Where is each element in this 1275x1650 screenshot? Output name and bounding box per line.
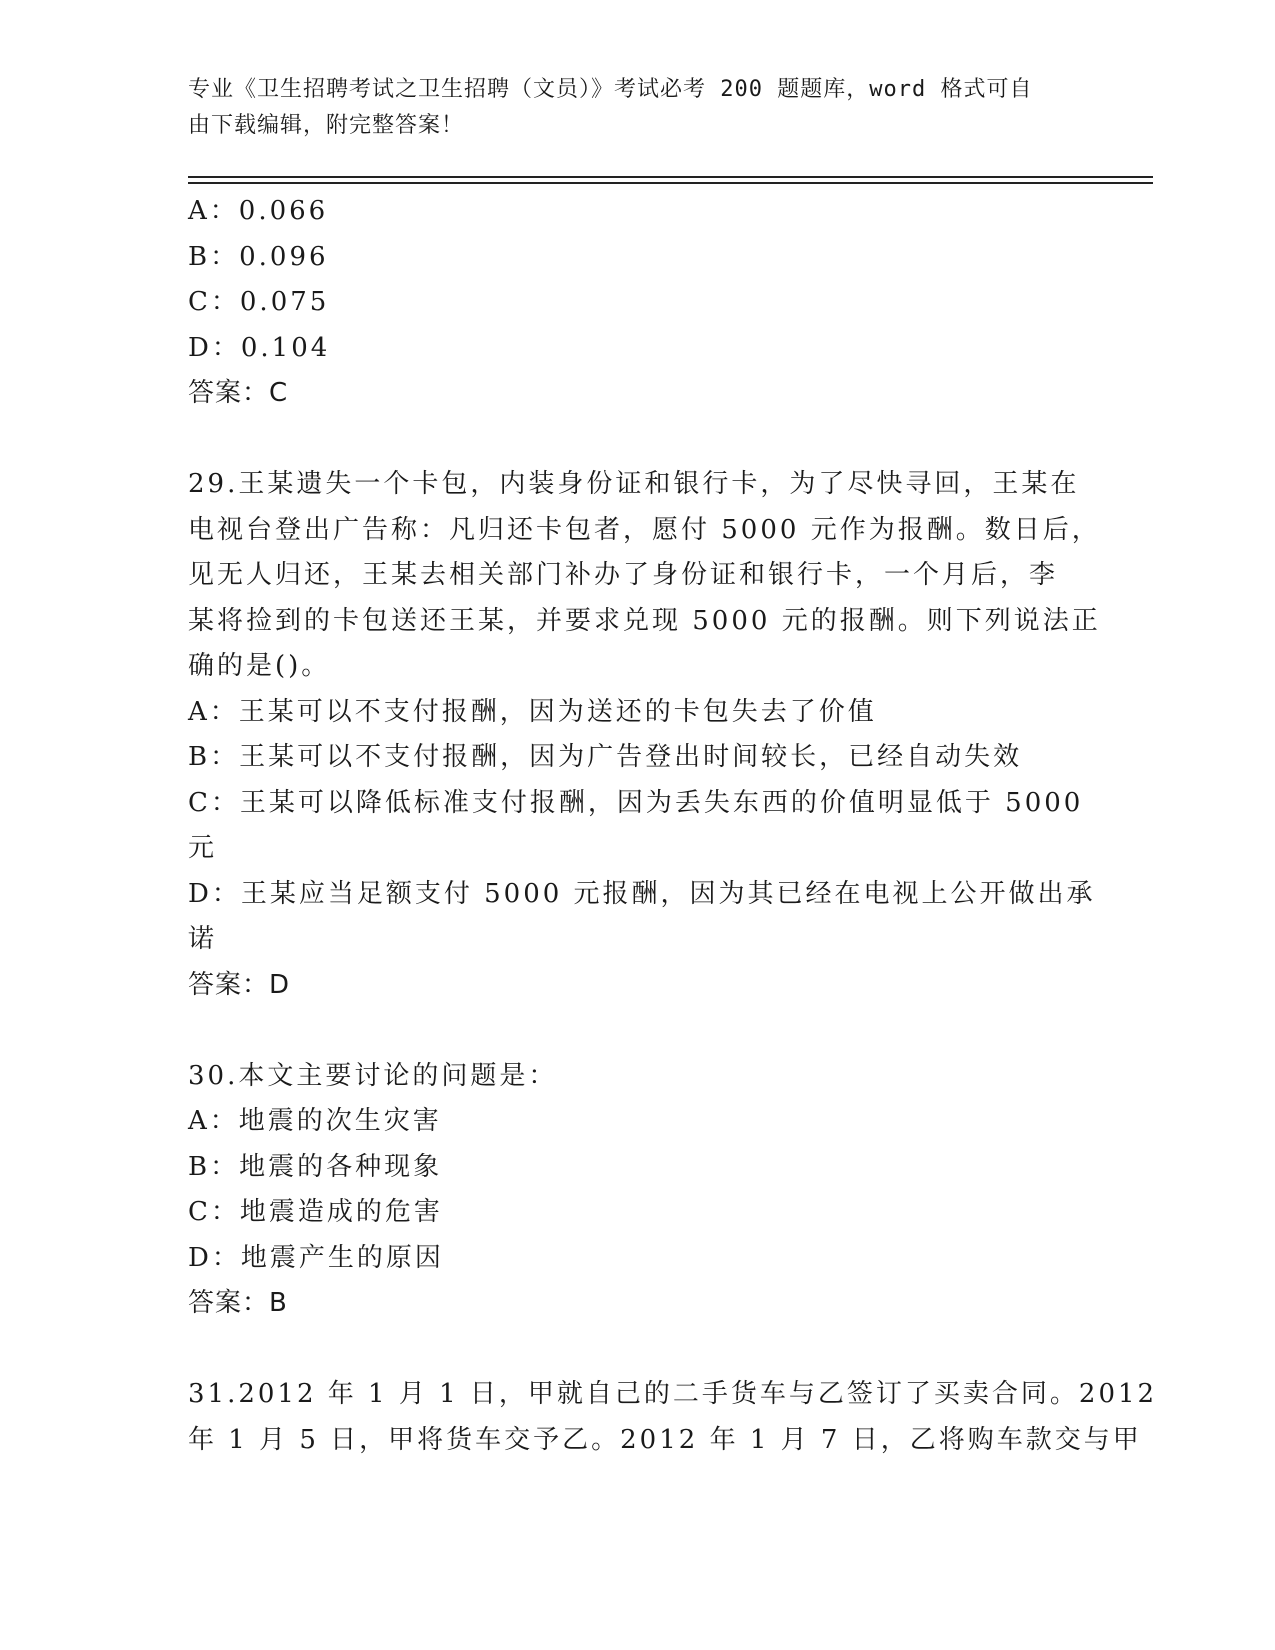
- question-stem-line: 年 1 月 5 日，甲将货车交予乙。2012 年 1 月 7 日，乙将购车款交与甲: [188, 1424, 1142, 1455]
- option-d-continued: 诺: [188, 924, 218, 954]
- answer-line: 答案：B: [188, 1288, 288, 1318]
- spacer: [188, 1327, 1088, 1373]
- question-28: [188, 189, 1088, 417]
- spacer: [188, 417, 1088, 463]
- header-line-2: 由下载编辑，附完整答案！: [188, 113, 465, 138]
- spacer: [188, 1008, 1088, 1054]
- header-divider-top: [188, 176, 1153, 178]
- option-b: B：地震的各种现象: [188, 1151, 443, 1182]
- option-c: C：0.075: [188, 287, 330, 317]
- option-c: C：王某可以降低标准支付报酬，因为丢失东西的价值明显低于 5000: [188, 787, 1084, 818]
- question-content: [188, 189, 1158, 1463]
- header-divider-bottom: [188, 182, 1153, 184]
- option-a: A：王某可以不支付报酬，因为送还的卡包失去了价值: [188, 696, 877, 727]
- answer-line: 答案：C: [188, 378, 289, 408]
- question-29: [188, 462, 1101, 1008]
- header-line-1: 专业《卫生招聘考试之卫生招聘（文员）》考试必考 200 题题库，word 格式可自: [188, 77, 1033, 102]
- question-stem-line: 30.本文主要讨论的问题是：: [188, 1060, 558, 1091]
- question-stem-line: 见无人归还，王某去相关部门补办了身份证和银行卡，一个月后，李: [188, 560, 1059, 590]
- option-a: A：0.066: [188, 196, 329, 226]
- question-stem-line: 电视台登出广告称：凡归还卡包者，愿付 5000 元作为报酬。数日后，: [188, 514, 1101, 545]
- option-c: C：地震造成的危害: [188, 1197, 443, 1227]
- question-30: [188, 1054, 1088, 1327]
- option-d: D：地震产生的原因: [188, 1242, 444, 1273]
- question-stem-line: 确的是()。: [188, 651, 331, 681]
- question-stem-line: 31.2012 年 1 月 1 日，甲就自己的二手货车与乙签订了买卖合同。2012: [188, 1379, 1158, 1409]
- option-a: A：地震的次生灾害: [188, 1106, 442, 1136]
- option-d: D：王某应当足额支付 5000 元报酬，因为其已经在电视上公开做出承: [188, 878, 1096, 909]
- question-stem-line: 29.王某遗失一个卡包，内装身份证和银行卡，为了尽快寻回，王某在: [188, 469, 1080, 499]
- document-header: [188, 72, 1068, 144]
- option-b: B：0.096: [188, 241, 329, 272]
- option-d: D：0.104: [188, 332, 331, 363]
- question-stem-line: 某将捡到的卡包送还王某，并要求兑现 5000 元的报酬。则下列说法正: [188, 605, 1101, 636]
- option-b: B：王某可以不支付报酬，因为广告登出时间较长，已经自动失效: [188, 742, 1023, 772]
- question-31: [188, 1372, 1158, 1463]
- option-c-continued: 元: [188, 833, 218, 863]
- answer-line: 答案：D: [188, 969, 291, 1000]
